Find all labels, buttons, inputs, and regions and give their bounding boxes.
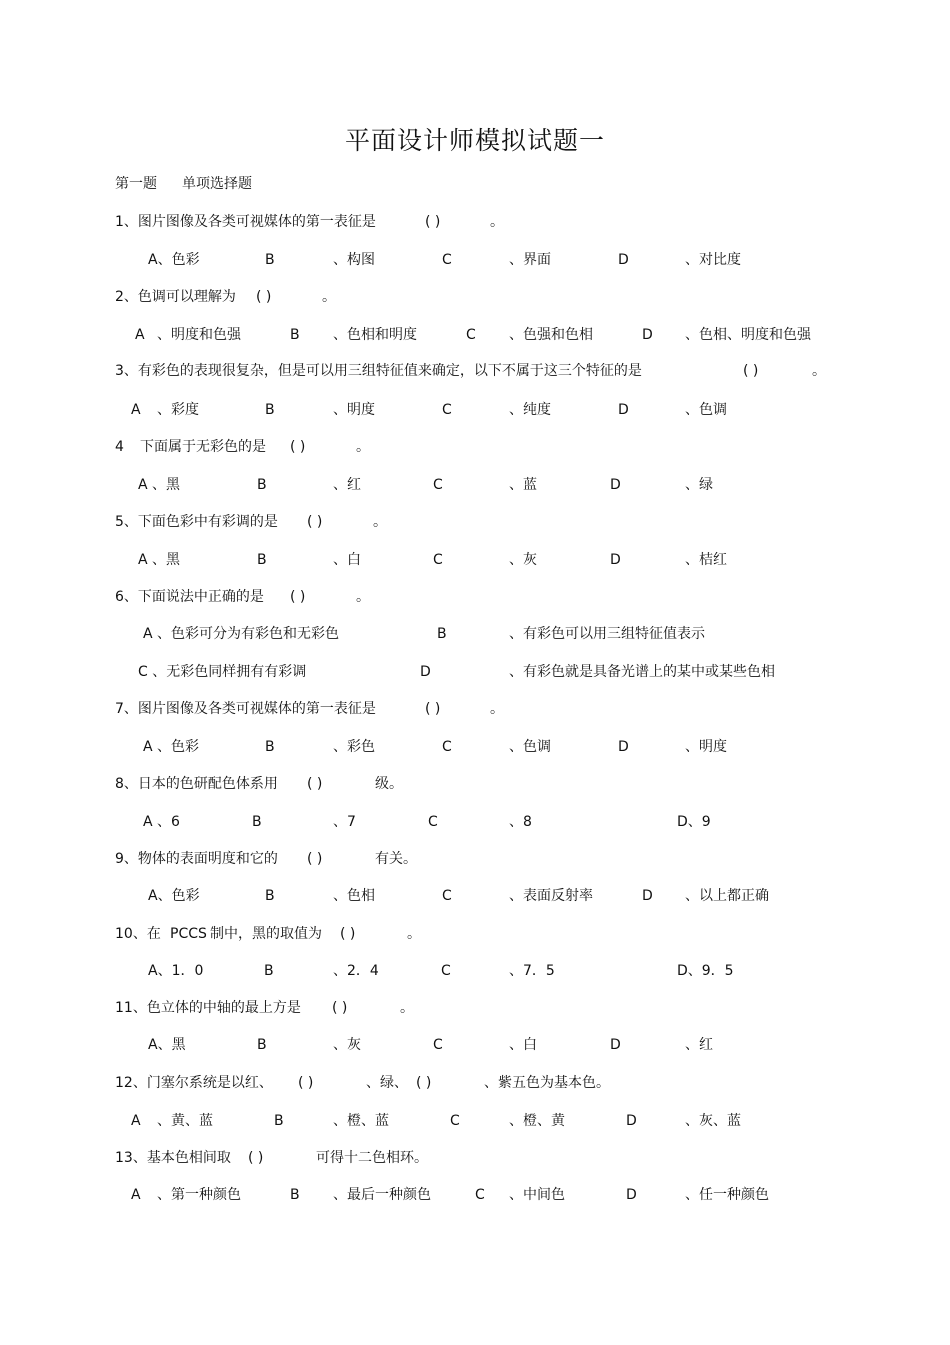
option-c-letter: C [466, 327, 476, 343]
option-c-letter: C [433, 1037, 443, 1053]
option-d-letter: D [610, 1037, 621, 1053]
option-b: 、白 [333, 552, 361, 568]
option-b: 、明度 [333, 402, 375, 418]
option-b: 、橙、蓝 [333, 1113, 389, 1129]
answer-blank: ( ) [425, 214, 441, 230]
question-text: 11、色立体的中轴的最上方是 [115, 1000, 301, 1016]
option-d: 、以上都正确 [685, 888, 769, 904]
question-tail: 。 [322, 289, 336, 305]
option-b-letter: B [265, 888, 275, 904]
option-b: 、彩色 [333, 739, 375, 755]
question-tail: 。 [812, 363, 826, 379]
section-name: 单项选择题 [182, 176, 252, 192]
option-b: 、最后一种颜色 [333, 1187, 431, 1203]
option-c: 、色调 [509, 739, 551, 755]
option-d-letter: D [618, 739, 629, 755]
option-c: 、7．5 [509, 963, 555, 979]
option-b: 、有彩色可以用三组特征值表示 [509, 626, 705, 642]
question-text: 9、物体的表面明度和它的 [115, 851, 278, 867]
option-b-letter: B [257, 1037, 267, 1053]
question-tail: 、紫五色为基本色。 [484, 1075, 610, 1091]
option-c-letter: C [442, 252, 452, 268]
answer-blank: ( ) [425, 701, 441, 717]
option-b-letter: B [265, 252, 275, 268]
option-b: 、7 [333, 814, 356, 830]
option-a: A 、色彩可分为有彩色和无彩色 [143, 626, 340, 642]
option-c-letter: C [428, 814, 438, 830]
section-label: 第一题 [115, 176, 157, 192]
option-d: D、9．5 [677, 963, 734, 979]
option-c: 、纯度 [509, 402, 551, 418]
option-d: 、对比度 [685, 252, 741, 268]
question-tail: 。 [373, 514, 387, 530]
answer-blank: ( ) [290, 589, 306, 605]
option-a: 、明度和色强 [157, 327, 241, 343]
option-b-letter: B [265, 739, 275, 755]
question-text-cont: 、绿、 [366, 1075, 408, 1091]
option-a: A、黑 [148, 1037, 186, 1053]
option-d: 、绿 [685, 477, 713, 493]
option-b: 、红 [333, 477, 361, 493]
question-tail: 。 [356, 439, 370, 455]
question-text-cont: 制中，黑的取值为 [210, 926, 322, 942]
question-text: 6、下面说法中正确的是 [115, 589, 264, 605]
question-text: 1、图片图像及各类可视媒体的第一表征是 [115, 214, 376, 230]
question-text: 12、门塞尔系统是以红、 [115, 1075, 273, 1091]
page-title: 平面设计师模拟试题一 [344, 126, 605, 155]
option-c: 、灰 [509, 552, 537, 568]
question-tail: 有关。 [375, 851, 417, 867]
option-a: A 、6 [143, 814, 180, 830]
question-text: 8、日本的色研配色体系用 [115, 776, 278, 792]
option-b: 、构图 [333, 252, 375, 268]
option-c: 、中间色 [509, 1187, 565, 1203]
option-a: A 、色彩 [143, 739, 200, 755]
option-c: 、蓝 [509, 477, 537, 493]
question-text: 7、图片图像及各类可视媒体的第一表征是 [115, 701, 376, 717]
question-text: 2、色调可以理解为 [115, 289, 236, 305]
question-text: 3、有彩色的表现很复杂，但是可以用三组特征值来确定，以下不属于这三个特征的是 [115, 363, 642, 379]
answer-blank: ( ) [340, 926, 356, 942]
option-d: 、灰、蓝 [685, 1113, 741, 1129]
answer-blank: ( ) [256, 289, 272, 305]
question-term: PCCS [170, 926, 207, 942]
option-a: A、色彩 [148, 252, 200, 268]
option-c-letter: C [442, 739, 452, 755]
option-a: 、黄、蓝 [157, 1113, 213, 1129]
answer-blank-2: ( ) [416, 1075, 432, 1091]
option-a-letter: A [131, 1187, 141, 1203]
answer-blank: ( ) [307, 851, 323, 867]
answer-blank: ( ) [298, 1075, 314, 1091]
answer-blank: ( ) [743, 363, 759, 379]
option-b-letter: B [274, 1113, 284, 1129]
option-c-letter: C [433, 552, 443, 568]
option-c-letter: C [433, 477, 443, 493]
option-b-letter: B [290, 1187, 300, 1203]
option-b-letter: B [264, 963, 274, 979]
option-c-letter: C [442, 888, 452, 904]
option-b: 、灰 [333, 1037, 361, 1053]
question-tail: 。 [400, 1000, 414, 1016]
option-b-letter: B [265, 402, 275, 418]
option-d-letter: D [642, 888, 653, 904]
option-c: 、色强和色相 [509, 327, 593, 343]
question-text: 5、下面色彩中有彩调的是 [115, 514, 278, 530]
option-d-letter: D [420, 664, 431, 680]
question-tail: 。 [490, 701, 504, 717]
question-tail: 。 [490, 214, 504, 230]
option-a: 、彩度 [157, 402, 199, 418]
option-a: 、第一种颜色 [157, 1187, 241, 1203]
option-a: A、色彩 [148, 888, 200, 904]
answer-blank: ( ) [290, 439, 306, 455]
option-b-letter: B [257, 552, 267, 568]
option-d-letter: D [642, 327, 653, 343]
question-tail: 级。 [375, 776, 403, 792]
option-d: 、明度 [685, 739, 727, 755]
option-c-letter: C [450, 1113, 460, 1129]
option-a-letter: A [131, 1113, 141, 1129]
option-c: 、表面反射率 [509, 888, 593, 904]
question-number: 4 [115, 439, 124, 455]
option-b: 、色相 [333, 888, 375, 904]
option-d: 、任一种颜色 [685, 1187, 769, 1203]
option-d-letter: D [626, 1113, 637, 1129]
option-a-letter: A [135, 327, 145, 343]
option-d-letter: D [626, 1187, 637, 1203]
option-c-letter: C [475, 1187, 485, 1203]
option-d-letter: D [610, 552, 621, 568]
option-c: C 、无彩色同样拥有有彩调 [138, 664, 307, 680]
option-b: 、2．4 [333, 963, 379, 979]
answer-blank: ( ) [332, 1000, 348, 1016]
option-b-letter: B [257, 477, 267, 493]
option-d-letter: D [618, 402, 629, 418]
question-text: 下面属于无彩色的是 [140, 439, 266, 455]
option-c-letter: C [441, 963, 451, 979]
answer-blank: ( ) [307, 514, 323, 530]
option-b-letter: B [252, 814, 262, 830]
option-d: 、色相、明度和色强 [685, 327, 811, 343]
option-d: 、色调 [685, 402, 727, 418]
option-a: A 、黑 [138, 552, 181, 568]
option-b-letter: B [437, 626, 447, 642]
option-d-letter: D [618, 252, 629, 268]
option-b: 、色相和明度 [333, 327, 417, 343]
option-d: 、桔红 [685, 552, 727, 568]
option-d: D、9 [677, 814, 711, 830]
question-tail: 。 [356, 589, 370, 605]
option-d: 、红 [685, 1037, 713, 1053]
answer-blank: ( ) [307, 776, 323, 792]
option-c: 、界面 [509, 252, 551, 268]
option-c: 、白 [509, 1037, 537, 1053]
question-tail: 可得十二色相环。 [316, 1150, 428, 1166]
question-text: 10、在 [115, 926, 161, 942]
option-a: A 、黑 [138, 477, 181, 493]
option-a: A、1．0 [148, 963, 204, 979]
option-c-letter: C [442, 402, 452, 418]
option-c: 、橙、黄 [509, 1113, 565, 1129]
option-d-letter: D [610, 477, 621, 493]
option-d: 、有彩色就是具备光谱上的某中或某些色相 [509, 664, 775, 680]
option-a-letter: A [131, 402, 141, 418]
option-b-letter: B [290, 327, 300, 343]
answer-blank: ( ) [248, 1150, 264, 1166]
option-c: 、8 [509, 814, 532, 830]
question-text: 13、基本色相间取 [115, 1150, 231, 1166]
question-tail: 。 [407, 926, 421, 942]
